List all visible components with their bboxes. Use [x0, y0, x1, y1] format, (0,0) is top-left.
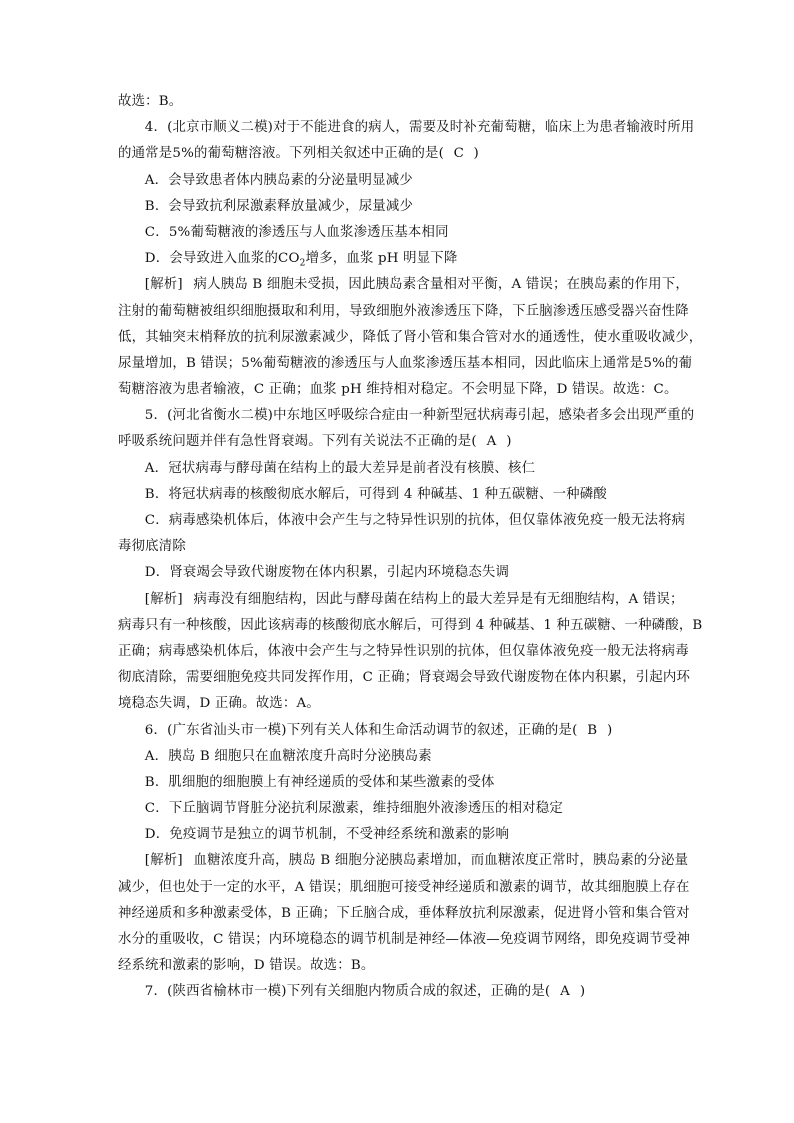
- q4-option-d-pre: D．会导致进入血浆的CO: [144, 251, 300, 267]
- q6-number: 6．: [144, 722, 168, 738]
- q7-answer: A: [560, 984, 571, 1000]
- q7-number: 7．: [144, 984, 168, 1000]
- q5-option-d: D．肾衰竭会导致代谢废物在体内积累，引起内环境稳态失调: [144, 565, 510, 581]
- q4-analysis-text1: 病人胰岛 B 细胞未受损，因此胰岛素含量相对平衡，A 错误；在胰岛素的作用下，: [193, 277, 689, 293]
- q4-option-d-post: 增多，血浆 pH 明显下降: [305, 251, 458, 267]
- q4-answer: C: [453, 146, 465, 162]
- q6-analysis-line2: 减少，但也处于一定的水平，A 错误；肌细胞可接受神经递质和激素的调节，故其细胞膜上存在: [118, 879, 690, 895]
- q5-option-c: C．病毒感染机体后，体液中会产生与之特异性识别的抗体，但仅靠体液免疫一般无法将病: [144, 513, 686, 528]
- q6-answer: B: [587, 722, 598, 738]
- q7-stem-line1: [118, 979, 678, 1005]
- q5-number: 5．: [144, 408, 168, 424]
- q4-number: 4．: [144, 120, 168, 136]
- q4-analysis-line1: [118, 272, 689, 298]
- q4-option-b: B．会导致抗利尿激素释放量减少，尿量减少: [144, 198, 414, 214]
- q4-option-d-sub: 2: [299, 258, 306, 269]
- q6-stem-line1: [118, 718, 678, 744]
- q4-source: (北京市顺义二模): [167, 120, 274, 136]
- q4-analysis-line2: 注射的葡萄糖被组织细胞摄取和利用，导致细胞外液渗透压下降，下丘脑渗透压感受器兴奋性降: [118, 303, 689, 319]
- q6-analysis-line5: 经系统和激素的影响，D 错误。故选：B。: [118, 958, 375, 974]
- q5-analysis-tag: [解析]: [144, 591, 183, 607]
- q5-analysis-line1: [118, 587, 684, 613]
- q6-analysis-line4: 水分的重吸收，C 错误；内环境稳态的调节机制是神经—体液—免疫调节网络，即免疫调节受神: [118, 932, 691, 947]
- q5-analysis-line2: 病毒只有一种核酸，因此该病毒的核酸彻底水解后，可得到 4 种碱基、1 种五碳糖、一种磷酸，B: [118, 617, 703, 633]
- q4-option-c: C．5%葡萄糖液的渗透压与人血浆渗透压基本相同: [144, 224, 449, 240]
- q5-source: (河北省衡水二模): [167, 408, 274, 424]
- q5-close-paren: ): [506, 434, 512, 450]
- q6-option-c: C．下丘脑调节肾脏分泌抗利尿激素，维持细胞外液渗透压的相对稳定: [144, 801, 563, 817]
- q6-close-paren: ): [606, 722, 613, 738]
- q5-analysis-line5: 境稳态失调，D 正确。故选：A。: [118, 696, 320, 712]
- q5-stem-line2: [118, 429, 678, 455]
- q5-stem-line1: [118, 403, 695, 429]
- q5-answer: A: [486, 434, 497, 450]
- q5-stem-text1: 中东地区呼吸综合症由一种新型冠状病毒引起，感染者多会出现严重的: [273, 408, 695, 424]
- q6-source: (广东省汕头市一模): [167, 722, 287, 738]
- q4-close-paren: ): [473, 146, 479, 162]
- q4-stem-text2: 的通常是5%的葡萄糖溶液。下列相关叙述中正确的是(: [118, 146, 445, 162]
- q4-stem-text1: 对于不能进食的病人，需要及时补充葡萄糖，临床上为患者输液时所用: [273, 120, 695, 136]
- q6-option-a: A．胰岛 B 细胞只在血糖浓度升高时分泌胰岛素: [144, 748, 432, 764]
- q7-stem-text1: 下列有关细胞内物质合成的叙述，正确的是(: [286, 984, 551, 1000]
- q6-analysis-line1: [118, 848, 689, 874]
- q6-analysis-tag: [解析]: [144, 853, 183, 869]
- q4-stem-line1: [118, 115, 695, 141]
- q6-stem-text1: 下列有关人体和生命活动调节的叙述，正确的是(: [286, 722, 578, 738]
- q6-analysis-text1: 血糖浓度升高，胰岛 B 细胞分泌胰岛素增加，而血糖浓度正常时，胰岛素的分泌量: [193, 853, 689, 869]
- q5-option-b: B．将冠状病毒的核酸彻底水解后，可得到 4 种碱基、1 种五碳糖、一种磷酸: [144, 486, 607, 502]
- q7-close-paren: ): [579, 984, 586, 1000]
- q4-stem-line2: [118, 141, 678, 167]
- q5-option-a: A．冠状病毒与酵母菌在结构上的最大差异是前者没有核膜、核仁: [144, 460, 536, 476]
- exam-page: [118, 89, 703, 1006]
- q4-analysis-tag: [解析]: [144, 277, 183, 293]
- q7-source: (陕西省榆林市一模): [167, 984, 287, 1000]
- q5-stem-text2: 呼吸系统问题并伴有急性肾衰竭。下列有关说法不正确的是(: [118, 434, 477, 450]
- prev-answer: 故选：B。: [118, 94, 183, 109]
- q6-option-b: B．肌细胞的细胞膜上有神经递质的受体和某些激素的受体: [144, 774, 495, 790]
- q6-option-d: D．免疫调节是独立的调节机制，不受神经系统和激素的影响: [144, 827, 510, 843]
- q4-analysis-line3: 低，其轴突末梢释放的抗利尿激素减少，降低了肾小管和集合管对水的通透性，使水重吸收减少，: [118, 329, 703, 345]
- q4-analysis-line5: 萄糖溶液为患者输液，C 正确；血浆 pH 维持相对稳定。不会明显下降，D 错误。故选：C。: [118, 382, 678, 398]
- q4-analysis-line4: 尿量增加，B 错误；5%葡萄糖液的渗透压与人血浆渗透压基本相同，因此临床上通常是5%的葡: [118, 355, 693, 371]
- q4-option-d: [118, 246, 678, 272]
- q6-analysis-line3: 神经递质和多种激素受体，B 正确；下丘脑合成，垂体释放抗利尿激素，促进肾小管和集合管对: [118, 905, 690, 921]
- q5-analysis-line3: 正确；病毒感染机体后，体液中会产生与之特异性识别的抗体，但仅靠体液免疫一般无法将病毒: [118, 643, 689, 659]
- q5-analysis-text1: 病毒没有细胞结构，因此与酵母菌在结构上的最大差异是有无细胞结构，A 错误；: [193, 591, 684, 607]
- q5-option-c-cont: 毒彻底清除: [118, 539, 186, 555]
- q4-option-a: A．会导致患者体内胰岛素的分泌量明显减少: [144, 172, 413, 188]
- q5-analysis-line4: 彻底清除，需要细胞免疫共同发挥作用，C 正确；肾衰竭会导致代谢废物在体内积累，引起内环: [118, 670, 691, 686]
